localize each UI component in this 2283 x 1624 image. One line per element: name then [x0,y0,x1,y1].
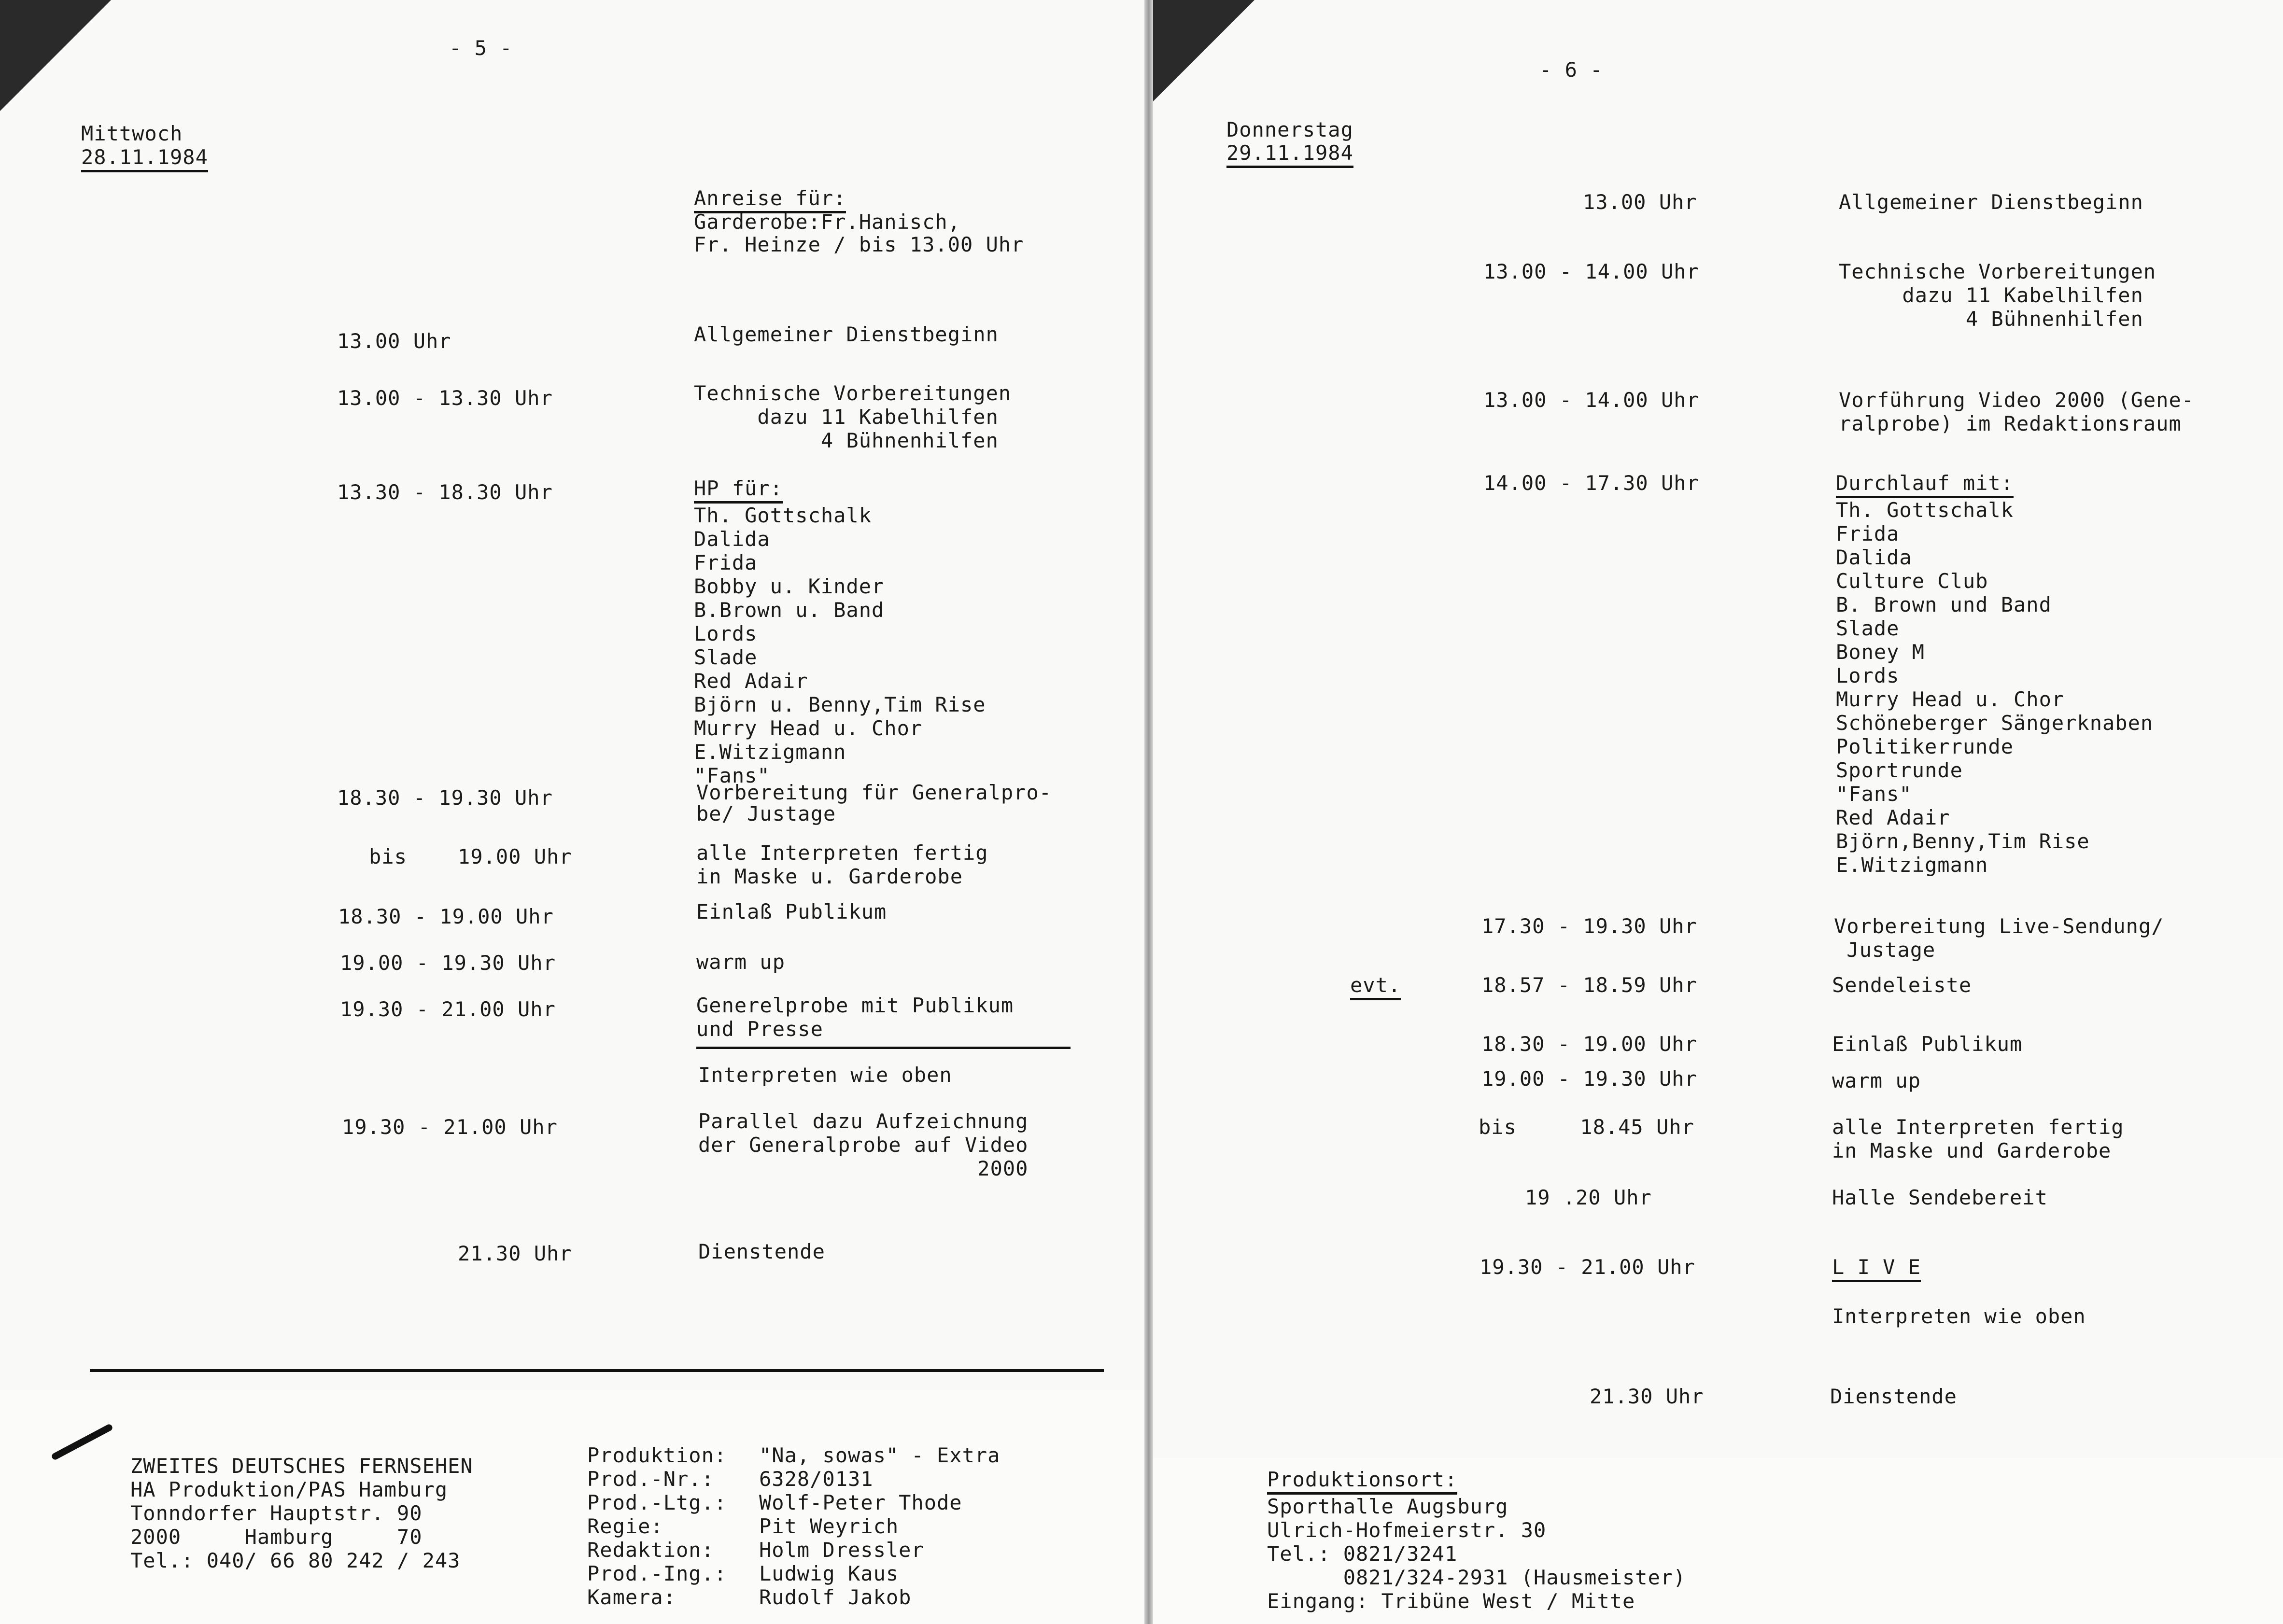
schedule-time: 13.00 - 14.00 Uhr [1483,260,1699,283]
schedule-time: 19 .20 Uhr [1525,1186,1652,1209]
folded-corner [1153,0,1254,101]
page-number: - 5 - [449,36,513,60]
performer: Th. Gottschalk [1836,498,2014,522]
schedule-time: bis 18.45 Uhr [1479,1115,1694,1139]
performer: "Fans" [1836,782,1912,806]
prod-label: Regie: [587,1514,663,1538]
schedule-desc [696,841,988,888]
production-values [759,1443,1000,1609]
schedule-desc: Allgemeiner Dienstbeginn [1839,190,2143,214]
desc-line: Technische Vorbereitungen [1839,260,2156,283]
schedule-time: 13.00 Uhr [337,329,451,353]
performer: Dalida [694,527,770,551]
location-line: Tel.: 0821/3241 [1267,1542,1458,1566]
schedule-time: 19.30 - 21.00 Uhr [342,1115,558,1139]
performer: Th. Gottschalk [694,504,872,527]
schedule-time: bis 19.00 Uhr [369,845,572,868]
production-location [1267,1468,1686,1613]
hp-heading: HP für: [694,476,783,504]
footer-rule [90,1369,1104,1372]
schedule-time: 17.30 - 19.30 Uhr [1481,914,1697,938]
performer: E.Witzigmann [694,740,846,764]
schedule-desc: Halle Sendebereit [1832,1186,2048,1209]
performer: "Fans" [694,764,770,787]
schedule-desc [1839,388,2194,435]
location-line: Sporthalle Augsburg [1267,1495,1508,1518]
performer: B. Brown und Band [1836,593,2052,616]
desc-line: Vorbereitung für Generalpro- [696,781,1052,804]
folded-corner [0,0,111,111]
performer-list [694,476,986,787]
prod-label: Redaktion: [587,1538,714,1562]
performer: Schöneberger Sängerknaben [1836,711,2154,735]
schedule-time: 19.30 - 21.00 Uhr [340,997,556,1021]
desc-line: Vorführung Video 2000 (Gene- [1839,388,2195,412]
org-line: HA Produktion/PAS Hamburg [130,1478,448,1501]
schedule-time: 18.30 - 19.30 Uhr [337,786,553,810]
performer: Lords [694,622,758,645]
anreise-line: Garderobe:Fr.Hanisch, [694,210,961,234]
schedule-time: 18.30 - 19.00 Uhr [338,905,554,928]
schedule-time: 19.30 - 21.00 Uhr [1480,1255,1695,1279]
production-labels [587,1443,727,1609]
desc-line: Vorbereitung Live-Sendung/ [1834,914,2164,938]
schedule-desc: warm up [1832,1069,1921,1092]
desc-line: in Maske und Garderobe [1832,1139,2112,1162]
location-line: Eingang: Tribüne West / Mitte [1267,1589,1635,1613]
schedule-time: 18.30 - 19.00 Uhr [1481,1032,1697,1056]
schedule-desc [1832,1115,2124,1162]
schedule-desc: Einlaß Publikum [1832,1032,2023,1056]
desc-line: und Presse [696,1017,823,1041]
location-heading: Produktionsort: [1267,1468,1457,1495]
date-label: 28.11.1984 [81,145,208,172]
evt-label: evt. [1350,973,1401,1000]
performer: Politikerrunde [1836,735,2014,758]
prod-value: Wolf-Peter Thode [759,1491,962,1514]
prod-value: Pit Weyrich [759,1514,899,1538]
schedule-time: 19.00 - 19.30 Uhr [340,951,556,975]
desc-line: dazu 11 Kabelhilfen [694,405,999,429]
location-footer [1153,1458,2283,1624]
schedule-time: 21.30 Uhr [458,1242,572,1265]
schedule-time: 19.00 - 19.30 Uhr [1481,1067,1697,1091]
performer: Dalida [1836,546,1912,569]
performer: Red Adair [694,669,808,693]
desc-line: in Maske u. Garderobe [696,865,963,888]
schedule-desc [1839,260,2156,331]
schedule-desc [1834,914,2164,962]
desc-line: Generelprobe mit Publikum [696,994,1014,1017]
performer: Red Adair [1836,806,1950,829]
schedule-desc: warm up [696,950,786,974]
prod-label: Kamera: [587,1585,676,1609]
letterhead-footer [0,1390,1144,1624]
prod-label: Produktion: [587,1443,727,1467]
prod-value: Holm Dressler [759,1538,924,1562]
org-line: Tonndorfer Hauptstr. 90 [130,1501,423,1525]
pen-mark [51,1423,113,1461]
prod-value: "Na, sowas" - Extra [759,1443,1001,1467]
performer: Murry Head u. Chor [694,716,923,740]
schedule-desc [696,994,1014,1041]
schedule-time: 13.00 - 13.30 Uhr [337,386,553,410]
day-label: Mittwoch [81,122,183,145]
desc-line: alle Interpreten fertig [1832,1115,2124,1139]
schedule-time: 13.00 - 14.00 Uhr [1483,388,1699,412]
schedule-desc [696,782,1052,825]
page-6 [1153,0,2283,1624]
schedule-desc [694,381,1011,452]
performer: Björn u. Benny,Tim Rise [694,693,986,716]
desc-line: Justage [1834,938,1936,962]
desc-line: be/ Justage [696,802,836,826]
page-fold [1144,0,1153,1624]
prod-value: Ludwig Kaus [759,1562,899,1585]
performer: Bobby u. Kinder [694,574,885,598]
prod-value: Rudolf Jakob [759,1585,912,1609]
prod-label: Prod.-Ltg.: [587,1491,727,1514]
schedule-desc: Interpreten wie oben [698,1063,952,1087]
page-number: - 6 - [1539,58,1603,82]
performer: Björn,Benny,Tim Rise [1836,829,2090,853]
performer: Slade [694,645,758,669]
performer: Lords [1836,664,1900,687]
anreise-line: Fr. Heinze / bis 13.00 Uhr [694,233,1024,256]
desc-line: der Generalprobe auf Video [698,1133,1029,1157]
schedule-time: 18.57 - 18.59 Uhr [1481,973,1697,997]
desc-line: dazu 11 Kabelhilfen [1839,283,2143,307]
prod-label: Prod.-Nr.: [587,1467,714,1491]
date-label: 29.11.1984 [1226,141,1353,168]
schedule-desc: Dienstende [1830,1385,1957,1408]
performer: B.Brown u. Band [694,598,885,622]
performer: Frida [1836,522,1900,546]
desc-line: ralprobe) im Redaktionsraum [1839,412,2182,435]
prod-value: 6328/0131 [759,1467,874,1491]
location-line: Ulrich-Hofmeierstr. 30 [1267,1518,1547,1542]
desc-line: 4 Bühnenhilfen [1839,307,2143,331]
day-label: Donnerstag [1226,118,1353,141]
performer: Frida [694,551,758,574]
performer: Boney M [1836,640,1925,664]
org-line: Tel.: 040/ 66 80 242 / 243 [130,1549,461,1572]
schedule-desc: Dienstende [698,1240,825,1263]
live-heading: L I V E [1832,1255,1921,1282]
divider [696,1047,1071,1049]
desc-line: alle Interpreten fertig [696,841,988,865]
schedule-desc: Sendeleiste [1832,973,1972,997]
performer: E.Witzigmann [1836,853,1988,877]
schedule-desc: Einlaß Publikum [696,900,887,924]
org-line: 2000 Hamburg 70 [130,1525,423,1549]
prod-label: Prod.-Ing.: [587,1562,727,1585]
durchlauf-heading: Durchlauf mit: [1836,471,2014,498]
desc-line: Technische Vorbereitungen [694,381,1012,405]
anreise-heading: Anreise für: [694,186,846,213]
location-line: 0821/324-2931 (Hausmeister) [1267,1566,1686,1589]
performer: Sportrunde [1836,758,1963,782]
schedule-desc: Interpreten wie oben [1832,1304,2086,1328]
schedule-time: 14.00 - 17.30 Uhr [1483,471,1699,495]
org-line: ZWEITES DEUTSCHES FERNSEHEN [130,1454,473,1478]
desc-line: Parallel dazu Aufzeichnung [698,1109,1029,1133]
desc-line: 2000 [698,1157,1029,1180]
performer: Murry Head u. Chor [1836,687,2065,711]
performer: Culture Club [1836,569,1988,593]
schedule-desc: Allgemeiner Dienstbeginn [694,322,999,346]
performer-list [1836,471,2153,877]
schedule-time: 21.30 Uhr [1590,1385,1704,1408]
org-address [130,1454,473,1572]
desc-line: 4 Bühnenhilfen [694,429,999,452]
schedule-desc [698,1109,1028,1180]
performer: Slade [1836,616,1900,640]
schedule-time: 13.30 - 18.30 Uhr [337,480,553,504]
schedule-time: 13.00 Uhr [1583,190,1697,214]
